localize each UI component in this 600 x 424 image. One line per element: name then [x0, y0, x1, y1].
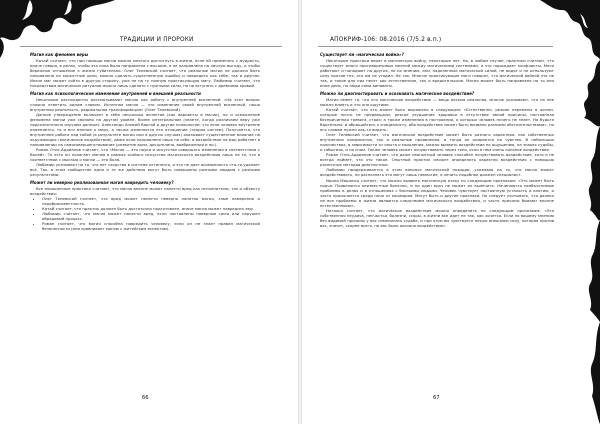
section-heading: Можно ли диагностировать и осознавать магическое воздействие? [320, 90, 475, 96]
section-heading: Магия как психологическое изменение внутренней и внешней реальности [30, 90, 201, 96]
list-item: • Роман считает, что магия способна навредить человеку, если он не знает правил магической безопасности (или сравнивает магию с житейским аспектом). [42, 221, 260, 231]
paragraph: Все опрошенные практики считают, что магия вполне может нанести вред как исполнителю, так и объекту воздействия: [30, 185, 260, 196]
bullet-list [30, 196, 260, 231]
page-number: 66 [142, 395, 149, 401]
paragraph: Любомир указывает на то, что нет сходства в системе истинного, и это не дает возможность что-то удаляет всё. Так, в этом сообществе одни и те же действия могут быть совершены разными людьми с разными результатами. [30, 162, 260, 178]
body-text [30, 50, 260, 231]
header-rule [318, 46, 553, 47]
list-item: • Любомир считает, что магия может нанести вред, если поставлены неверные цели или нарушен обрядовый процесс. [42, 211, 260, 221]
running-head: АПОКРИФ-106: 08.2016 (7/5.2 в.п.) [330, 37, 442, 43]
list-item: • Олег Телевский считает, что вред может нанести неверно понятая магия, злые намерения и недобросовестность. [42, 196, 260, 206]
paragraph: Магия имеет то, что его магическое воздействие — вещь весьма реальная, многие указывают, что на нее можно влиять и что оно ощутимо. [320, 96, 554, 107]
paragraph: Наталья считает, что магическое воздействие можно определить по следующим признакам: «Это собственная неудача, несчастья, болезни, ссоры, в жизни все идет не так, как хочется. Если по вашему мнению без видимой причины у вас изменилась судьба, и при этом вы чувствуете некую внешнюю силу, которая против вас, значит, скорее всего, на вас было оказано воздействие». [320, 207, 554, 228]
paragraph: Некоторые практики верят в магическую войну, некоторые нет. Но, в любом случае, практики считают, что существует много противоречивых мнений между магическими системами, а это порождает конфликты. Маги работают и нападают на других, по их мнению, они, наделенные магической силой, не видят и не используют силу против тех, кто им не угодил. Не так. Многие практикующие маги говорят, что магической войной это не так, и такое для них несет как естественное, так и вредительское. Магия может быть направлена на то или иное дело, но люди сами виноваты. [320, 58, 554, 89]
paragraph: КатаЙ считает, что при помощи магии можно многого достигнуть в жизни, если ей применять с мудрость, иначе говоря, в делах, чтобы эта сила была направлена с высшим, а не направлена на личную выгоду, и чтобы бережное отношение к жизни губительна. Олег Телевский считает, что реальные магии не должна быть направлена на корыстные цели, можно сделать существенную ошибку и навредить как себе, так и другим. Иначе маг может сойти в другую сторону, уже не на ту полную практикующую магу. Любомир считает, что посредством магических ритуалов можно лишь сделать с нужными силы, но не вступать с древними кровий. [30, 58, 260, 89]
paragraph: Некоторые респонденты рассматривают магию как работу с внутренней вселенной: «На этот вопрос сложно ответить одним словом. Истинная магия — это изменение своей внутренней вселенной, наша внутренняя реальность, радикальная трансформация» (Олег Телевский). [30, 96, 260, 112]
running-head: ТРАДИЦИИ И ПРОРОКИ [120, 37, 194, 43]
section-heading: Существует ли «магическая война»? [320, 52, 404, 58]
body-text [320, 50, 554, 228]
paragraph: Любомир придерживается в этом вопросе магической позиции, указывая на то, что магия может воздействовать, но распознать это могут лишь немногие, а лечить подобное должен специалист. [320, 167, 554, 178]
header-rule [20, 46, 282, 47]
list-item: • КатаЙ считает, что практик должен быть достаточно подготовлен, иначе магия может навредить ему. [42, 206, 260, 211]
page-number: 67 [433, 395, 440, 401]
paragraph: Олег Телевский считает, что магическое воздействие может быть разного характера: как собственных внутренних конфликтов, так и реальные проявления, и тогда он опирается на чувства. В небольших количествах, в зависимости от опыта и мышления, можно выявить воздействие по ощущению, на знаках судьбы, и событиях, и по снам. Также человек может почувствовать через тело, если в нём очень сильное воздействие. [320, 132, 554, 153]
paragraph: Ирина Мишенко считает, что можно выявить магическую атаку по следующим признакам: «Это может быть порча. Появляются неизвестные болезни, и ни один врач не может их вылечить. Начинаются необъяснимые проблемы в делах и в отношениях с близкими людьми. Человек чувствует постоянную усталость и апатию, и часто просыпается среди ночи от кошмаров. Могут быть и другие признаки. Но следует учитывать, что далеко не все проблемы в жизни являются следствием магического воздействия, и часто причины бывают вполне естественными». [320, 177, 554, 208]
paragraph: Данное утверждение включает в себя несколько аспектов (как варианты в магии), но и осмысление феномена магии уже связано на другом уровне, более интегральном (знаете, когда различаем веру уже подсознательно изучаем данные). Александр Аникей Варгой и другие психологии, что если человек внутренне изменяется, то и его мнение к миру, а также изменяется его отношение (теория систем). Получается, что внутреннее работа над собой (в результате магии или в других случаях) оказывает существенное влияние на окружающих (магическое воздействие), даже если направлена лишь на себя, и воздействие на мир работает в направлении на самосовершенствование (развитие воли, дисциплина, воображения и пр.). [30, 111, 260, 148]
paragraph: Роман Отис-Адрианов считает, что даже неопытный человек способен почувствовать воздействие, хотя и не всегда поймет, что это такое. Опытный практик сможет определить характер воздействия с помощью различных методов диагностики. [320, 152, 554, 168]
section-heading: Может ли неверно реализованная магия навредить человеку? [30, 179, 174, 185]
right-page [300, 0, 600, 424]
paragraph: Роман Отис-Адрианов считает, что «Магия — это наука и искусство совершать изменения в соответствии с Волей». То есть он полагает магию в рамках особого искусства магического воздействия лишь на то, что в соответствии с мыслью о магии — это Воля. [30, 147, 260, 163]
paragraph: КатаЙ считает, что это может быть выражено в следующем: «Естественно, резкие перемены в жизни, которые ничто не предвещало; резкое ухудшение здоровья в отсутствие явной причины; постоянная беспричинная тревога, страх; а также изменения в настроении, о которых человек ничего не знает. Но будьте бдительны, и обращайтесь к специалисту, ибо воздействие может быть вызвано разными обстоятельствами», по его словам нужно как-то видеть. [320, 106, 554, 133]
section-heading: Магия как феномен веры [30, 52, 89, 58]
